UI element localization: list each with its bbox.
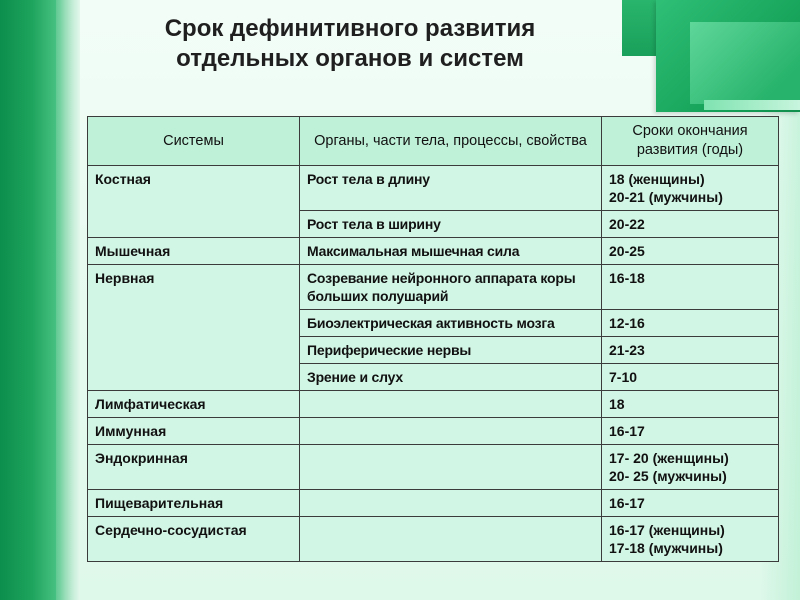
table-row — [88, 445, 779, 490]
organ-cell — [300, 445, 602, 490]
age-cell: 20-25 — [602, 238, 779, 265]
organ-cell — [300, 391, 602, 418]
table-row — [88, 517, 779, 562]
table-row — [88, 238, 779, 265]
title-line-2: отдельных органов и систем — [176, 45, 524, 72]
corner-square-light — [690, 22, 800, 104]
title-line-1: Срок дефинитивного развития — [164, 15, 536, 42]
slide-title — [100, 14, 600, 74]
corner-bar — [704, 100, 800, 110]
table-header-row — [88, 117, 779, 166]
system-cell: Иммунная — [88, 418, 300, 445]
table-row — [88, 166, 779, 211]
header-terms: Сроки окончания развития (годы) — [602, 117, 779, 166]
organ-cell — [300, 418, 602, 445]
system-cell: Лимфатическая — [88, 391, 300, 418]
left-band-highlight — [56, 0, 80, 600]
header-systems: Системы — [88, 117, 300, 166]
header-organs: Органы, части тела, процессы, свойства — [300, 117, 602, 166]
organ-cell — [300, 517, 602, 562]
table-row — [88, 265, 779, 310]
system-cell: Пищеварительная — [88, 490, 300, 517]
age-value: 17-18 (мужчины) — [609, 540, 723, 556]
system-cell: Костная — [88, 166, 300, 238]
age-cell — [602, 517, 779, 562]
age-value: 20- 25 (мужчины) — [609, 468, 727, 484]
age-cell: 16-18 — [602, 265, 779, 310]
system-cell: Мышечная — [88, 238, 300, 265]
organ-cell: Периферические нервы — [300, 337, 602, 364]
organ-cell: Рост тела в длину — [300, 166, 602, 211]
table-row — [88, 391, 779, 418]
age-cell: 12-16 — [602, 310, 779, 337]
table-row — [88, 490, 779, 517]
development-table — [87, 116, 779, 562]
system-cell: Нервная — [88, 265, 300, 391]
organ-cell: Созревание нейронного аппарата коры больших полушарий — [300, 265, 602, 310]
age-cell: 16-17 — [602, 418, 779, 445]
organ-cell: Зрение и слух — [300, 364, 602, 391]
organ-cell — [300, 490, 602, 517]
age-value: 16-17 (женщины) — [609, 522, 725, 538]
age-cell — [602, 445, 779, 490]
age-value: 17- 20 (женщины) — [609, 450, 729, 466]
system-cell: Эндокринная — [88, 445, 300, 490]
organ-cell: Биоэлектрическая активность мозга — [300, 310, 602, 337]
table-row — [88, 418, 779, 445]
age-cell: 21-23 — [602, 337, 779, 364]
age-cell: 18 — [602, 391, 779, 418]
organ-cell: Рост тела в ширину — [300, 211, 602, 238]
age-cell: 20-22 — [602, 211, 779, 238]
organ-cell: Максимальная мышечная сила — [300, 238, 602, 265]
system-cell: Сердечно-сосудистая — [88, 517, 300, 562]
age-cell — [602, 166, 779, 211]
age-cell: 16-17 — [602, 490, 779, 517]
age-value: 20-21 (мужчины) — [609, 189, 723, 205]
age-value: 18 (женщины) — [609, 171, 705, 187]
age-cell: 7-10 — [602, 364, 779, 391]
